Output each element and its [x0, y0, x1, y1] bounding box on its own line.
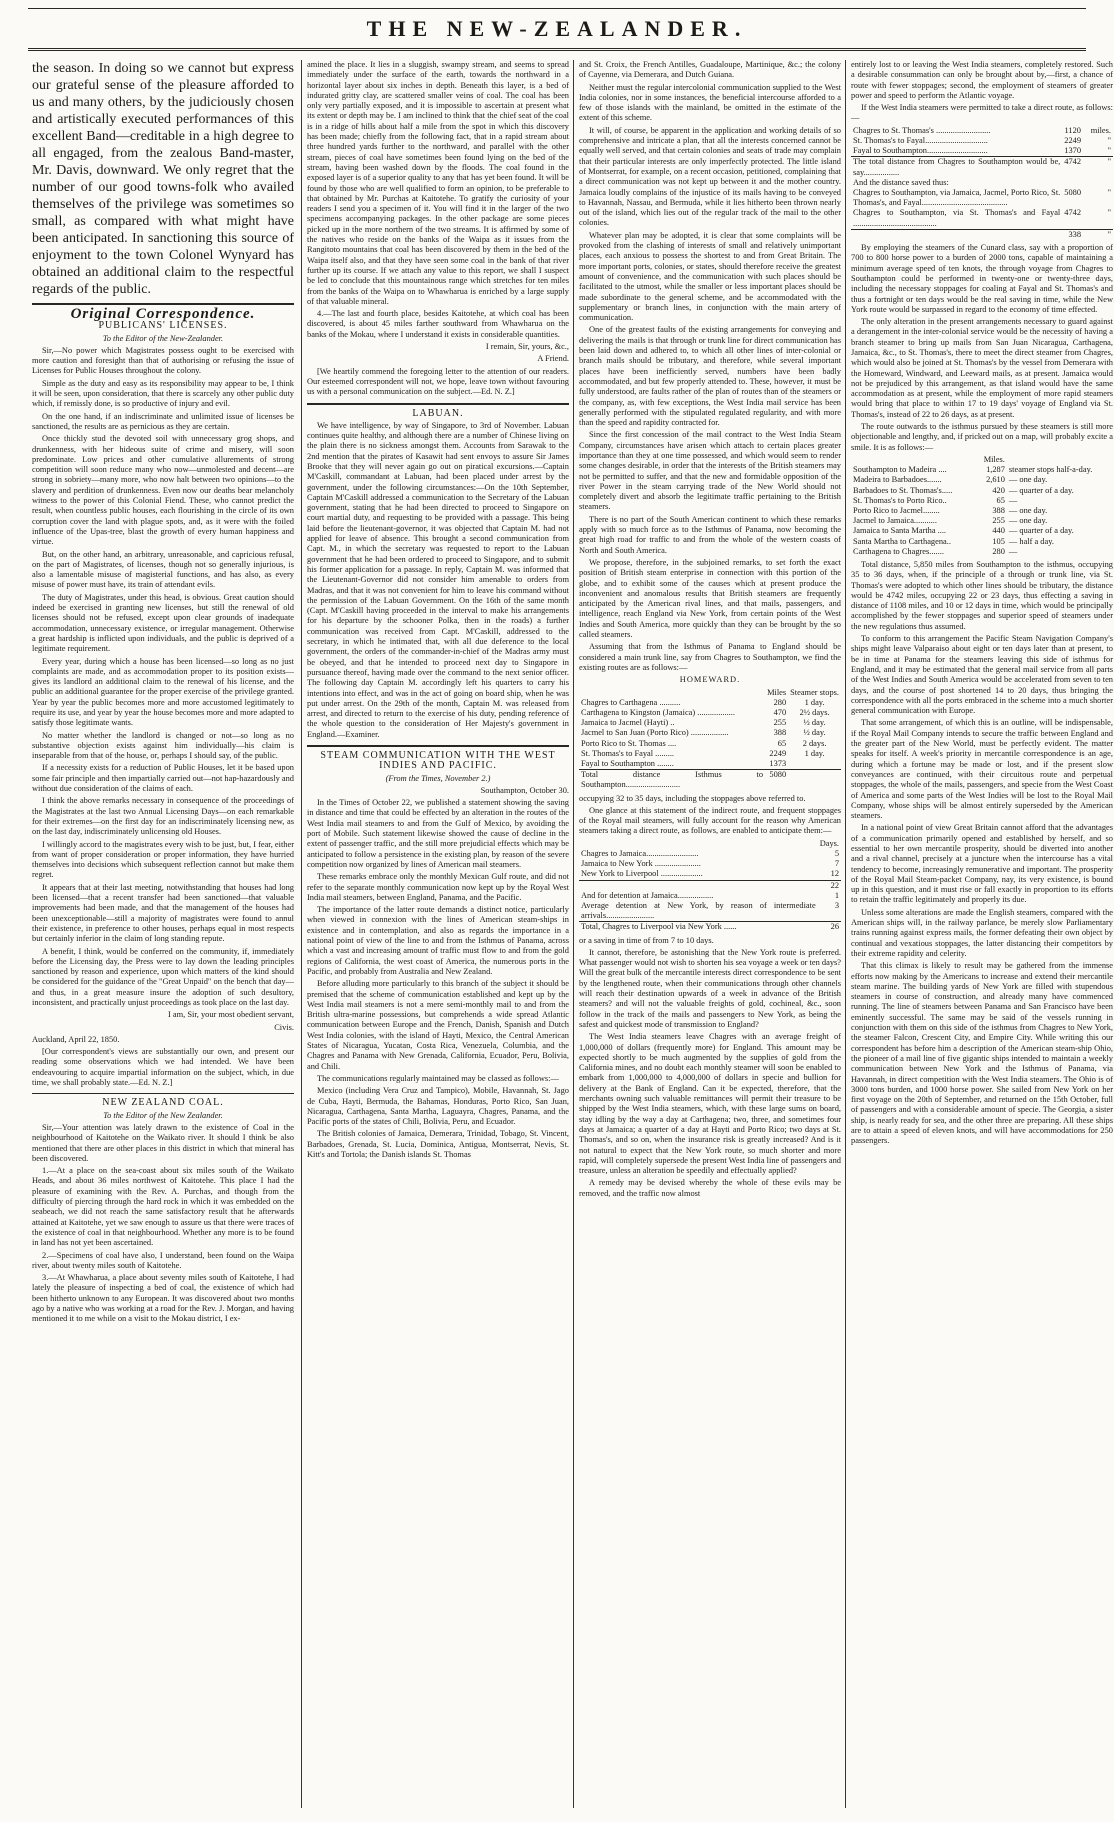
table-row [851, 547, 1113, 557]
paragraph: No matter whether the landlord is changed or not—so long as no substantive objection exists against him individually—his claim is inseparable from that of the house, or, perhaps I should say, of the public. [32, 730, 294, 761]
paragraph: Before alluding more particularly to this branch of the subject it should be premised that the scheme of communication established and kept up by the West India mail steamers is not a mere semi-monthly mail to and from the British ultra-marine possessions, but comprehends a wide spread Atlantic communication between Europe and the French, Danish, Spanish and Dutch West India colonies, with the island of Hayti, Mexico, the Central American States of Nicaragua, Yucatan, Costa Rica, Venezuela, Columbia, and the Chagres and Panama with New Grenada, California, Ecuador, Peru, Bolivia, and Chili. [307, 979, 569, 1071]
miles-cell: 1373 [769, 758, 787, 768]
route-cell: Chagres to St. Thomas's .......................... [853, 125, 991, 135]
homeward-route-table [579, 688, 841, 791]
route-cell: Chagres to Southampton, via Jamaica, Jacmel, Porto Rico, St. Thomas's, and Fayal......................................... [853, 188, 1061, 208]
route-cell: Jacmel to San Juan (Porto Rico) .................. [581, 728, 729, 738]
column-divider [573, 60, 574, 1808]
unit-cell: " [1107, 135, 1111, 145]
route-cell: Santa Martha to Carthagena.. [853, 536, 951, 546]
table-row [579, 891, 841, 901]
table-row [851, 526, 1113, 536]
column-header: Steamer stops. [790, 687, 839, 697]
paragraph: It appears that at their last meeting, notwithstanding that houses had long been licensed—that a recent transfer had been sanctioned—that valuable improvements had been made, and that the management of the houses had been unexceptionable—still a majority of magistrates were found to annul their existence, in preference to other houses, perhaps equal in most respects but certainly inferior in the claim of long standing repute. [32, 882, 294, 944]
miles-cell: 440 [992, 526, 1005, 536]
note-cell: — half a day. [1008, 536, 1054, 546]
column-1 [32, 60, 294, 1812]
table-row [851, 506, 1113, 516]
paragraph: The communications regularly maintained may be classed as follows:— [317, 1073, 559, 1083]
table-row [579, 869, 841, 880]
table-row [851, 208, 1113, 229]
article-rule [32, 1093, 294, 1094]
note-cell: — [1008, 546, 1018, 556]
route-cell: Porto Rico to Jacmel........ [853, 505, 940, 515]
route-cell: Fayal to Southampton............................. [853, 146, 988, 156]
route-cell: Carthagena to Kingston (Jamaica) .................. [581, 707, 735, 717]
paragraph: 2.—Specimens of coal have also, I understand, been found on the Waipa river, about twenty miles south of Kaitotehe. [32, 1250, 294, 1270]
route-cell: Jacmel to Jamaica........... [853, 516, 937, 526]
table-header-row [851, 455, 1113, 465]
total-label: Total distance Isthmus to Southampton.......................... [581, 770, 764, 790]
days-cell: 7 [834, 859, 839, 869]
paragraph: By employing the steamers of the Cunard class, say with a proportion of 700 to 800 horse power to a burden of 2000 tons, capable of maintaining a minimum average speed of ten knots, the through voyage from Chagres to Southampton could be performed in twenty-one or twenty-three days, including the necessary stoppages for coaling at Fayal and St. Thomas's and thus a fortnight or ten days would be the real saving in time, while the New York route would be surpassed in regard to the economy of time effected. [851, 243, 1113, 314]
paragraph: Once thickly stud the devoted soil with unnecessary grog shops, and drunkenness, with her hideous suite of crime and misery, will soon predominate. Low prices and other cumulative allurements of strong competition will soon reduce many who now—unmolested and decent—are strong in sobriety—many more, who now halt between two opinions—to the slavery and perdition of drunkenness. Even now our deaths bear melancholy witness to the power of this Colonial Fiend. These, who cannot predict the result, when countless public houses, each flourishing in the circle of its own corruption cover the land with plague spots, and, as it were with the foiled influence of the Upas-tree, blast the growth of every human happiness and virtue. [32, 434, 294, 547]
paragraph: entirely lost to or leaving the West India steamers, completely restored. Such a desirable consummation can only be brought about by,—first, a chance of route with fewer stoppages; second, the employment of steamers of greater power and speed to perform the Atlantic voyage. [851, 60, 1113, 100]
route-cell: Jamaica to Jacmel (Hayti) .. [581, 718, 675, 728]
total-value: 5080 [765, 770, 788, 791]
table-total-row [851, 157, 1113, 178]
masthead [0, 0, 1114, 52]
newspaper-title: THE NEW-ZEALANDER. [366, 16, 748, 41]
unit-cell: " [1083, 157, 1113, 178]
paragraph: or a saving in time of from 7 to 10 days. [579, 935, 714, 945]
miles-cell: 255 [992, 516, 1005, 526]
days-cell: 3 [834, 900, 839, 910]
miles-cell: 105 [992, 536, 1005, 546]
dateline: Auckland, April 22, 1850. [32, 1034, 120, 1044]
route-cell: St. Thomas's to Fayal.............................. [853, 135, 988, 145]
note-cell: — one day. [1008, 475, 1048, 485]
route-cell: Chagres to Carthagena .......... [581, 697, 681, 707]
paragraph: That this climax is likely to result may be gathered from the immense efforts now making by the Americans to increase and extend their mercantile steam marine. The building yards of New York are filled with stupendous steamers in course of construction, and already many have commenced running. The line of steamers between Panama and San Francisco have been eminently successful. The same may be said of the vessels running in conjunction with them on this side of the isthmus from Chagres to New York, the steamer Falcon, Crescent City, and Empire City. While writing this our correspondent has before him a description of the American steam-ship Ohio, the pioneer of a mail line of five gigantic ships intended to maintain a weekly communication between New York and the Isthmus of Panama, via Havannah, in direct competition with the West India steamers. The Ohio is of 3000 tons burden, and 1000 horse power. She sailed from New York on her first voyage on the 20th of September, and returned on the 15th October, full of passengers and with a considerable amount of specie. The Georgia, a sister ship, is nearly ready for sea, and the other three are preparing. All these ships are to attain a speed of eleven knots, and will have accommodations for 250 passengers. [851, 961, 1113, 1146]
unit-cell: " [1083, 229, 1113, 240]
table-total-row [579, 770, 841, 791]
paragraph: Sir,—Your attention was lately drawn to the existence of Coal in the neighbourhood of Kaitotehe on the Waikato river. It should I think be also mentioned that there are other places in this district in which that mineral has been discovered. [32, 1122, 294, 1163]
route-cell: St. Thomas's to Porto Rico.. [853, 495, 947, 505]
miles-cell: 420 [992, 485, 1005, 495]
column-divider [301, 60, 302, 1808]
route-cell: Fayal to Southampton ........ [581, 758, 674, 768]
unit-cell: " [1107, 146, 1111, 156]
route-cell: Porto Rico to St. Thomas .... [581, 738, 677, 748]
column-header: Days. [819, 838, 839, 848]
stop-cell: 1 day. [804, 748, 825, 758]
table-row [851, 537, 1113, 547]
route-cell: Jamaica to Santa Martha .... [853, 526, 947, 536]
route-cell: Carthagena to Chagres....... [853, 546, 944, 556]
stop-cell: 2½ days. [799, 707, 830, 717]
table-header-row [579, 688, 841, 698]
paragraph: But, on the other hand, an arbitrary, unreasonable, and capricious refusal, on the part of Magistrates, of licenses, though not so generally injurious, is also a lamentable misuse of magisterial functions, and has also, as every misuse of power must have, its train of attendant evils. [32, 549, 294, 590]
table-row [851, 146, 1113, 157]
route-cell: St. Thomas's to Fayal ......... [581, 748, 675, 758]
paragraph: A remedy may be devised whereby the whole of these evils may be removed, and the traffic now almost [579, 1178, 841, 1198]
paragraph: and St. Croix, the French Antilles, Guadaloupe, Martinique, &c.; the colony of Cayenne, via Demerara, and Dutch Guiana. [579, 60, 841, 80]
paragraph: The British colonies of Jamaica, Demerara, Trinidad, Tobago, St. Vincent, Barbadoes, Grenada, St. Lucia, Dominica, Antigua, Montserrat, Nevis, St. Kitt's and Tortola; the Danish islands St. Thomas [307, 1129, 569, 1159]
paragraph: I willingly accord to the magistrates every wish to be just, but, I fear, either from want of proper consideration or proper information, they have hurried themselves into decisions which subsequent reflection cannot but make them regret. [32, 839, 294, 880]
table-row [579, 698, 841, 708]
total-value: 26 [818, 922, 841, 933]
paragraph: We have intelligence, by way of Singapore, to 3rd of November. Labuan continues quite healthy, and although there are a number of Chinese living on the plain there is no sickness amongst them. Accounts from Sarawak to the 2nd mention that the pirates of Kasawit had sent envoys to assure Sir James Brooke that they will never again go out on piratical excursions.—Captain M'Caskill, commandant at Labuan, had been placed under arrest by the government, under the following circumstances:—On the 10th September, Captain M'Caskill addressed a communication to the Secretary of the Labuan government, stating that he had been directed to proceed to Singapore on court martial duty, and requesting to be provided with a passage. This being laid before the lieutenant-governor, it was objected that Captain M. had not applied for leave of absence. This brought a second communication from Capt. M., in which the secretary was requested to report to the Labuan government that he had been ordered to proceed to Singapore, and to submit his former application for a passage. In reply, Captain M. was informed that the Lieutenant-Governor did not consider him amenable to orders from Madras, and that it was not convenient for him to leave his command without the permission of the Labuan Government. On the 16th of the same month (Capt. M'Caskill having proceeded in the interval to make his arrangements for his departure by the schooner Polka, then in the roads) a further communication was received from Capt. M'Caskill, addressed to the secretary, in which he intimated that, with all due deference to the local government, the orders of the commander-in-chief of the Madras army must be obeyed, and that he intended to proceed next day to Singapore in pursuance thereof, having made over the command to the next senior officer. The following day Captain M. accordingly left his quarters to carry his intentions into effect, and was in the act of going on board ship, when he was put under arrest. On the 29th of the month, Captain M. was released from arrest, and directed to return to the exercise of his duty, pending reference of the whole question to the consideration of Her Majesty's government in England.—Examiner. [307, 420, 569, 739]
paragraph: On the one hand, if an indiscriminate and unlimited issue of licenses be sanctioned, the results are as pernicious as they are certain. [32, 411, 294, 431]
paragraph: We propose, therefore, in the subjoined remarks, to set forth the exact position of British steam enterprise in connection with this portion of the globe, and to exhibit some of the causes which at present produce the inconvenient and anomalous results that British steamers are frequently anticipated by the American rival lines, and that mails, passengers, and intelligence, reach England via New York, from certain points of the West Indies and South America, more quickly than they can be brought by the so called steamers. [579, 557, 841, 640]
note-cell: — quarter of a day. [1008, 485, 1074, 495]
miles-cell: 2249 [769, 748, 787, 758]
miles-cell: 5080 [1064, 188, 1081, 197]
miles-cell: 2249 [1064, 135, 1081, 145]
table-total-row [579, 922, 841, 933]
route-cell: Chagres to Jamaica......................... [581, 848, 699, 858]
paragraph: Every year, during which a house has been licensed—so long as no just complaints are made, and as accommodation proper to its position exists—gives its landlord an additional claim to the renewal of his license, and the public an additional guarantee for the proper exercise of the privilege granted. Year by year the public becomes more and more accustomed legitimately to require its use, and year by year the house becomes more and more adapted to satisfy those legitimate wants. [32, 656, 294, 728]
miles-cell: 1,287 [986, 465, 1005, 475]
signature-line: I remain, Sir, yours, &c., [485, 342, 569, 352]
route-cell: Average detention at New York, by reason of intermediate arrivals....................... [581, 900, 816, 921]
section-heading: Original Correspondence. [70, 306, 256, 322]
paragraph: Whatever plan may be adopted, it is clear that some complaints will be provoked from the clashing of interests of small and relatively unimportant places, each anxious to possess the shortest to and from Great Britain. The more important ports, colonies, or states, should therefore receive the greatest amount of convenience, and the communication with such places should be facilitated to the utmost, while the smaller or less important places should be made subordinate to the general scheme, and be accommodated with the supplementary or branch lines, in conjunction with the main artery of communication. [579, 230, 841, 323]
route-cell: Jamaica to New York ...................... [581, 859, 701, 869]
column-3 [579, 60, 841, 1812]
miles-cell: 280 [773, 697, 787, 707]
stop-cell: ½ day. [803, 718, 826, 728]
top-rule [28, 8, 1086, 9]
miles-cell: 2,610 [986, 475, 1005, 485]
table-title: HOMEWARD. [679, 675, 741, 685]
table-row [851, 486, 1113, 496]
stop-cell: 2 days. [802, 738, 827, 748]
column-header: Miles [767, 687, 787, 697]
paragraph: There is no part of the South American continent to which these remarks apply with so much force as to the Isthmus of Panama, now becoming the great high road for traffic to and from the whole of the western coasts of North and South America. [579, 514, 841, 555]
paragraph: Since the first concession of the mail contract to the West India Steam Company, circumstances have arisen which attach to certain places greater importance than they at one time possessed, and which would seem to render some changes desirable, in order that the interests of the British steamers may not be permitted to suffer, and that the new and formidable opposition of the river Power in the steam carrying trade of the New World should not completely divert and absorb the legitimate traffic pertaining to the British steamers. [579, 430, 841, 512]
route-cell: Chagres to Southampton, via St. Thomas's and Fayal ........................................ [853, 208, 1061, 228]
article-subheading: (From the Times, November 2.) [385, 773, 491, 783]
paragraph: 3.—At Whawharua, a place about seventy miles south of Kaitotehe, I had lately the pleasure of inspecting a bed of coal, the existence of which had been hitherto unknown to any European. It was discovered about two months ago by a native who was working at a road for the Rev. J. Morgan, and having mentioned it to me while on a visit to the Mokau district, I ex- [32, 1273, 294, 1324]
paragraph: Neither must the regular intercolonial communication supplied to the West India colonies, nor in some instances, the beneficial intercourse afforded to a few of those islands with the mainland, be omitted in the estimate of the extent of this scheme. [579, 82, 841, 123]
paragraph: The only alteration in the present arrangements necessary to guard against a derangement in the inter-colonial service would be the necessity of having a branch steamer to bring up mails from San Juan Nicaragua, Carthagena, Jamaica, &c., to St. Thomas's, there to meet the direct steamer from Chagres, which would also be joined at St. Thomas's by the vessel from Demerara with the Homeward, Windward, and Leeward mails, as at present. Jamaica would not be prejudiced by this arrangement, as that island would have the same accommodation as at present, while the employment of more rapid steamers would bring that place to within 17 to 19 days' voyage of England via St. Thomas's, instead of 22 to 26 days, as at present. [851, 317, 1113, 419]
paragraph: the season. In doing so we cannot but express our grateful sense of the pleasure afforded to us and many others, by the judiciously chosen and artistically executed performances of this excellent Band—creditable in a high degree to all engaged, from the zealous Band-master, Mr. Davis, downward. We only regret that the number of our good towns-folk who availed themselves of the privilege was sometimes so small, as compared with what might have been anticipated. In sanctioning this source of enjoyment to the town Colonel Wynyard has obtained an additional claim to the respectful regards of the public. [32, 61, 294, 297]
article-heading: PUBLICANS' LICENSES. [98, 320, 228, 332]
paragraph: The importance of the latter route demands a distinct notice, particularly when viewed in connexion with the lines of American steam-ships in existence and in contemplation, and also as regards the importance in a national point of view of the line to and from the Isthmus of Panama, across which a vast and increasing amount of traffic must flow to and from the gold regions of California, the west coast of America, the numerous ports in the Pacific, and probably from Australia and New Zealand. [307, 905, 569, 976]
miles-cell: 65 [996, 495, 1005, 505]
masthead-rule-2 [28, 50, 1086, 51]
note-cell: steamer stops half-a-day. [1008, 465, 1093, 475]
table-row [579, 859, 841, 869]
miles-cell: 388 [773, 728, 787, 738]
direct-route-table [851, 126, 1113, 240]
paragraph: Unless some alterations are made the English steamers, compared with the American ships will, in the railway parlance, be merely slow Parliamentary trains running against express mails, the former defeating their own object by continual and vexatious stoppages, the latter distancing their competitors by their extreme rapidity and celerity. [851, 907, 1113, 958]
route-cell: New York to Liverpool .................... [581, 869, 703, 879]
miles-cell: 280 [992, 546, 1005, 556]
paragraph: occupying 32 to 35 days, including the stoppages above referred to. [579, 793, 806, 803]
miles-cell: 1120 [1064, 125, 1081, 135]
paragraph: That some arrangement, of which this is an outline, will be indispensable, if the Royal Mail Company intends to secure the traffic between England and the greater part of the New World, must be perfectly evident. The matter speaks for itself. A week's priority in mercantile correspondence is an age, during which a fortune may be made or lost, and if the present slow conveyances are continued, with their circuitous route and perpetual stoppages, the whole of the mails, passengers, and specie from the West Coast of America and some parts of the West Indies will be lost to the Royal Mail Company, whose ships will be almost entirely superseded by the American steamers. [851, 718, 1113, 821]
paragraph: 4.—The last and fourth place, besides Kaitotehe, at which coal has been discovered, is about 45 miles farther southward from Whawharua on the banks of the Mokau, where I understand it exists in considerable quantities. [307, 309, 569, 339]
paragraph: In the Times of October 22, we published a statement showing the saving in distance and time that could be effected by an alteration in the routes of the West India mail steamers to and from the Gulf of Mexico, by avoiding the port of Mobile. Such statement likewise showed the cause of decline in the extent of passenger traffic, and the still more prejudicial effects which may be anticipated to follow a persistence in the existing plan, by reason of the severe competition now organized by lines of American mail steamers. [307, 798, 569, 869]
paragraph: A benefit, I think, would be conferred on the community, if, immediately before the Licensing day, the Press were to lay down the leading principles sanctioned by reason and experience, upon which matters of the kind should be considered for the guidance of the "Great Unpaid" on the bench that day—and thus, in a great measure insure the adoption of such desultory, inconsistent, and practically unjust proceedings as took place on the last day. [32, 946, 294, 1007]
table-row [851, 475, 1113, 485]
paragraph: 1.—At a place on the sea-coast about six miles south of the Waikato Heads, and about 36 miles northwest of Kaitotehe. This place I had the pleasure of examining with the Rev. A. Purchas, and though from the difficulty of piercing through the hard rock in which it was embedded on the seabeach, we did not reach the same satisfactory result that he afterwards attained at Kaitotehe, yet we saw enough to assure us that there were traces of the existence of coal in that neighbourhood. Whether any more is to be found in land has not yet been ascertained. [32, 1166, 294, 1248]
days-cell: 12 [830, 869, 839, 879]
note-cell: — quarter of a day. [1008, 526, 1074, 536]
subtotal-value: 22 [818, 880, 841, 891]
stop-cell: ½ day. [803, 728, 826, 738]
paragraph: It cannot, therefore, be astonishing that the New York route is preferred. What passenger would not wish to shorten his sea voyage a week or ten days? Will the great bulk of the mercantile interests direct correspondence to be sent by the lengthened route, when their communications through other channels will reach their destination upwards of a week in advance of the British steamers? and will not the valuable freights of gold, cochineal, &c., soon follow in the track of the mails and passengers to New York, as being the safest and quickest mode of transmission to England? [579, 947, 841, 1029]
paragraph: If the West India steamers were permitted to take a direct route, as follows:— [851, 103, 1113, 123]
route-cell: Barbadoes to St. Thomas's..... [853, 485, 953, 495]
note-cell: — one day. [1008, 505, 1048, 515]
masthead-rule [28, 48, 1086, 49]
paragraph: The duty of Magistrates, under this head, is obvious. Great caution should indeed be exercised in granting new licenses, but still the renewal of old licenses should not be refused, except upon clear grounds of inadequate accommodation, unnecessary existence, or irregular management. Otherwise a great hardship is inflicted upon individuals, and the public is deprived of a legitimate requirement. [32, 592, 294, 654]
table-row [579, 749, 841, 759]
total-label: Total, Chagres to Liverpool via New York ...... [579, 922, 818, 933]
table-row [579, 901, 841, 922]
table-row [579, 849, 841, 859]
paragraph: It will, of course, be apparent in the application and working details of so comprehensive and intricate a plan, that all the interests concerned cannot be equally well served, and that certain colonies and seats of trade may complain that their particular interests are only imperfectly protected. The little island of Montserrat, for example, on a recent occasion, petitioned, complaining that a direct communication was not kept up between it and the mother country. Jamaica loudly complains of the injustice of its mails having to be conveyed to Havannah, Nassau, and Bermuda, while it lies hitherto been thrown nearly out of the island, which lies out of the regular track of the mail to the other colonies. [579, 125, 841, 228]
signature-name: A Friend. [537, 354, 569, 364]
paragraph: One of the greatest faults of the existing arrangements for conveying and delivering the mails is that through or trunk line for direct communication has been laid down and adhered to, to which all other lines of inter-colonial or branch mails should be tributary, and therefore, while several important places have been inefficiently served, numbers have been badly accommodated, and but few properly attended to. These, however, it must be fully understood, are faults rather of the plan of routes than of the steamers or the company, as, with few exceptions, the West India mail service has been generally performed with the stipulated regulated regularity, and with more than the speed and rapidity contracted for. [579, 325, 841, 428]
miles-cell: 65 [777, 738, 787, 748]
paragraph: If a necessity exists for a reduction of Public Houses, let it be based upon some fair principle and then impartially carried out—not hap-hazardously and without due consideration of the claims of each. [32, 763, 294, 794]
outward-route-table [851, 455, 1113, 557]
dateline: Southampton, October 30. [480, 785, 569, 795]
table-row [579, 739, 841, 749]
section-rule [32, 303, 294, 305]
route-cell: Madeira to Barbadoes....... [853, 475, 942, 485]
paragraph: The route outwards to the isthmus pursued by these steamers is still more objectionable and lengthy, and, if pricked out on a map, will probably excite a smile. It is as follows:— [851, 422, 1113, 452]
signature-line: I am, Sir, your most obedient servant, [168, 1010, 294, 1020]
stop-cell: 1 day. [804, 697, 825, 707]
route-cell: Southampton to Madeira .... [853, 465, 947, 475]
paragraph: Assuming that from the Isthmus of Panama to England should be considered a main trunk line, say from Chagres to Southampton, we find the existing routes are as follows:— [579, 642, 841, 672]
column-2 [307, 60, 569, 1812]
paragraph: Total distance, 5,850 miles from Southampton to the isthmus, occupying 35 to 36 days, when, if the principle of a through or trunk line, via St. Thomas's were adopted to which other lines should be tributary, the distance would be 4742 miles, occupying 22 or 23 days, thus effecting a saving in distance of 1108 miles, and 10 or 12 days in time, which would be principally accomplished by the fewer stoppages and superior speed of steamers under the new regulations thus assumed. [851, 559, 1113, 631]
total-value: 4742 [1062, 157, 1083, 178]
editor-note: [We heartily commend the foregoing letter to the attention of our readers. Our esteemed correspondent will not, we hope, leave town without favouring us with a personal communication on the subject.—Ed. N. Z.] [307, 366, 569, 397]
table-row [851, 136, 1113, 146]
table-row [851, 178, 1113, 188]
article-rule [307, 403, 569, 405]
total-label: The total distance from Chagres to Southampton would be, say................. [853, 157, 1061, 177]
miles-cell: 388 [992, 505, 1005, 515]
table-header-row [579, 839, 841, 849]
days-cell: 1 [834, 890, 839, 900]
paragraph: One glance at this statement of the indirect route, and frequent stoppages of the Royal mail steamers, will fully account for the reason why American steamers taking a direct route, as follows, are enabled to anticipate them:— [579, 805, 841, 836]
table-caption: And the distance saved thus: [853, 177, 949, 187]
american-route-table [579, 839, 841, 933]
miles-cell: 255 [773, 718, 787, 728]
editor-note: [Our correspondent's views are substantially our own, and present our reading some observations which we had intended. We have been endeavouring to acquire impartial information on the subject, which, in due time, we shall probably state.—Ed. N. Z.] [32, 1047, 294, 1088]
table-row [851, 126, 1113, 136]
signature-name: Civis. [274, 1022, 294, 1032]
column-4 [851, 60, 1113, 1812]
table-row [579, 759, 841, 770]
column-header: Miles. [983, 454, 1005, 464]
paragraph: Simple as the duty and easy as its responsibility may appear to be, I think it will be seen, upon consideration, that there is scarcely any other public duty which, if remissly done, is so productive of injury and evil. [32, 378, 294, 409]
article-subheading: To the Editor of the New Zealander. [103, 1110, 223, 1120]
table-row [579, 728, 841, 738]
days-cell: 5 [834, 848, 839, 858]
article-heading: STEAM COMMUNICATION WITH THE WEST INDIES AND PACIFIC. [320, 750, 556, 772]
stop-cell [788, 759, 841, 770]
unit-cell: " [1107, 188, 1111, 197]
table-row [851, 496, 1113, 506]
miles-cell: 4742 [1064, 208, 1081, 218]
paragraph: Sir,—No power which Magistrates possess ought to be exercised with more caution and foresight than that of authorising or refusing the issue of Licenses for Public Houses throughout the colony. [32, 345, 294, 376]
paragraph: amined the place. It lies in a sluggish, swampy stream, and seems to spread immediately under the surface of the earth, towards the northward in a horizontal layer about six inches in depth. Beneath this layer, is a bed of indurated gritty clay, are scattered smaller veins of coal. The coal has been only very partially exposed, and it is impossible to ascertain at present what its extent or depth may be. I am inclined to think that the chief seat of the coal is in a ridge of hills about half a mile from the spot in which this discovery has been made; chiefly from the following fact, that in a rapid stream about three hundred yards further to the northward, and parallel with the other stream, pieces of coal have sometimes been found lying on the bed of the stream, having been washed down by the floods. The coal found in the exposed layer is of a superior quality to any that has yet been found. It will be found by those who are well qualified to form an opinion, to be preferable to that obtained by Mr. Purchas at Kaitotehe. To gratify the curiosity of your readers I send you a specimen of it. You will find it in the larger of the two specimens accompanying packages. In the other package are some pieces picked up in the more northern of the two streams. It is affirmed by some of the natives who reside on the banks of the Waipa as it issues from the Rangitoto mountains that coal has been discovered by them in the bed of the Waipa itself also, and that they have seen some coal in the bank of that river further up its course. If we attach any value to this report, we shall I suspect be led to conclude that this mountainous range which stretches for ten miles from the banks of the Waipa on to Whawharua is enriched by a large supply of that valuable mineral. [307, 60, 569, 306]
article-heading: LABUAN. [412, 407, 464, 419]
paragraph: The West India steamers leave Chagres with an average freight of 1,000,000 of dollars (frequently more) for England. This amount may be expected shortly to be much augmented by the supplies of gold from the California mines, and no doubt each monthly steamer will soon be enabled to embark from 1,000,000 to 4,000,000 of dollars in specie and bullion for delivery at the Bank of England. Can it be expected, therefore, that the merchants owning such valuable remittances will permit their treasure to be shipped by the West India steamers, which, with these large sums on board, stay idling by the way a day at Carthagena; two, three, and sometimes four days at Jamaica; a quarter of a day at Hayti and Porto Rico; two days at St. Thomas's, and so on, when the insurance risk is greatly increased? And is it not natural to expect that the New York route, so much shorter and more rapid, will completely supersede the present West India line of passengers and treasure, unless an alteration be speedily and effectually applied? [579, 1032, 841, 1176]
note-cell: — [1008, 495, 1018, 505]
total-value: 338 [1062, 229, 1083, 240]
article-subheading: To the Editor of the New-Zealander. [102, 333, 224, 343]
paragraph: In a national point of view Great Britain cannot afford that the advantages of a communication primarily opened and established by herself, and so essential to her own mercantile prosperity, should be diverted into another and a rival channel, precisely at a juncture when the intercourse has a vital tendency to become, increasingly remunerative and important. The prosperity of the Royal Mail Steam-packet Company, nay, its very existence, is bound up in this question, and it must rise or fall exactly in proportion to its efforts to retain the traffic legitimately and properly its due. [851, 823, 1113, 905]
table-subtotal-row [579, 880, 841, 891]
column-divider [845, 60, 846, 1808]
unit-cell: miles. [1090, 125, 1111, 135]
paragraph: Mexico (including Vera Cruz and Tampico), Mobile, Havannah, St. Jago de Cuba, Hayti, Bermuda, the Bahamas, Honduras, Porto Rico, San Juan, Nicaragua, Carthagena, Santa Martha, Laguayra, Chagres, Panama, and the Pacific ports of the states of Chili, Bolivia, Peru, and Ecuador. [307, 1086, 569, 1127]
article-heading: NEW ZEALAND COAL. [102, 1097, 224, 1109]
article-rule [307, 745, 569, 747]
table-row [579, 708, 841, 718]
table-row [851, 516, 1113, 526]
table-row [851, 188, 1113, 208]
paragraph: To conform to this arrangement the Pacific Steam Navigation Company's ships might leave Valparaiso about eight or ten days later than at present, to be in time at Panama for the steamers leaving this side of isthmus for England, and it may be estimated that the general mail service from all parts of the West Indies and South America would be accelerated from seven to ten days, and the course of post shortened 14 to 20 days, thus bringing the correspondence with all the ports embraced in the scheme into a much shorter general communication with Europe. [851, 634, 1113, 716]
note-cell: — one day. [1008, 516, 1048, 526]
miles-cell: 1370 [1064, 146, 1081, 156]
table-row [851, 465, 1113, 475]
miles-cell: 470 [773, 707, 787, 717]
paragraph: These remarks embrace only the monthly Mexican Gulf route, and did not refer to the separate monthly communication now kept up by the Royal West India mail steamers, between England, Panama, and the Pacific. [307, 872, 569, 902]
table-row [579, 718, 841, 728]
paragraph: I think the above remarks necessary in consequence of the proceedings of the Magistrates at the last two Annual Licensing Days—on each remarkable for their extremes—on the first day for an indiscriminately licensing new, as on the last day, indiscriminately unlicensing old Houses. [32, 796, 294, 837]
table-total-row [851, 229, 1113, 240]
unit-cell: " [1107, 208, 1111, 218]
route-cell: And for detention at Jamaica................. [581, 890, 714, 900]
